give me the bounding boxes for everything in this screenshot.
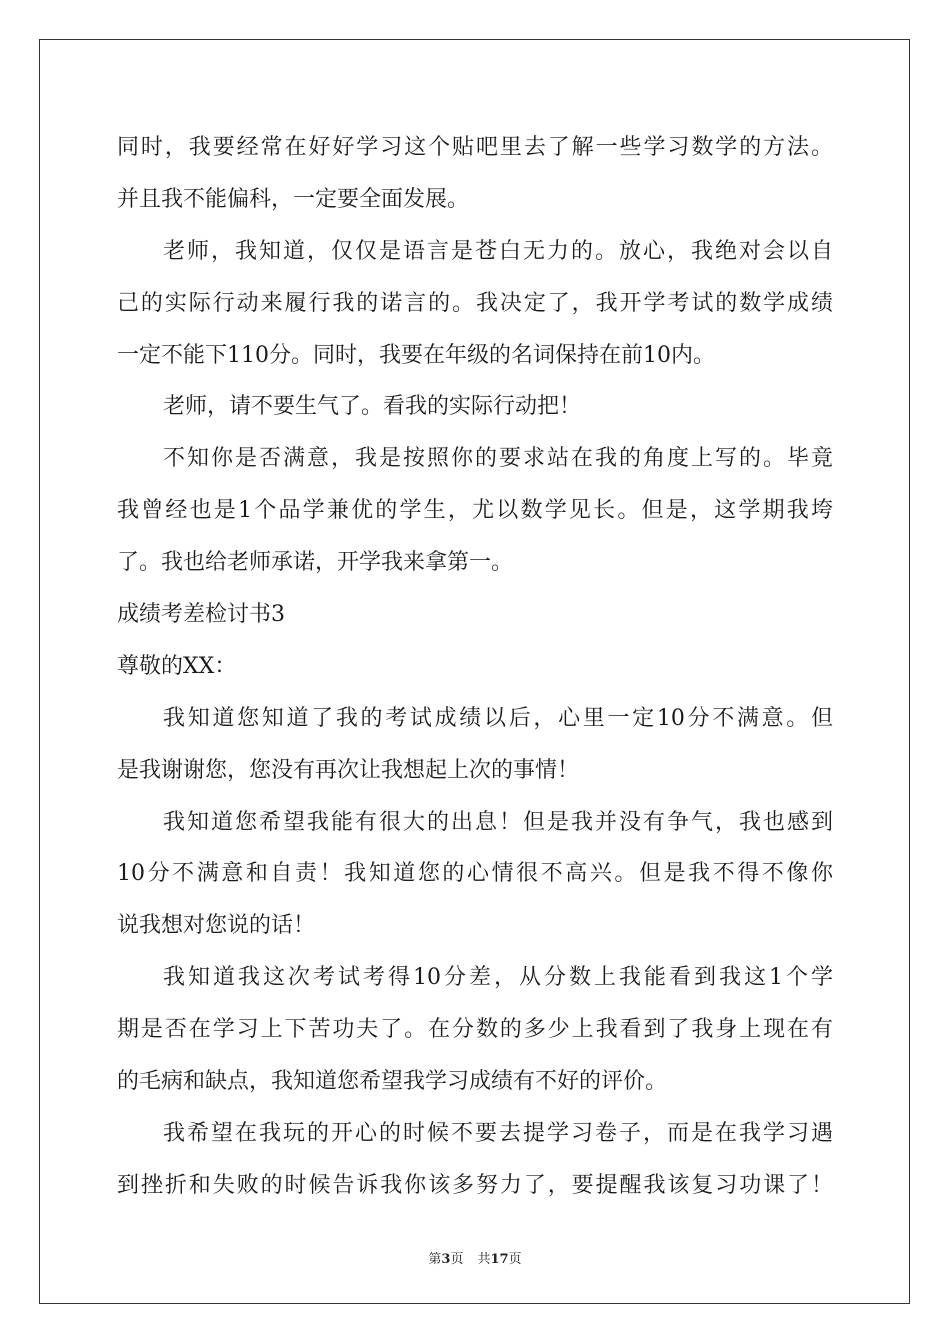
page-suffix: 页 bbox=[450, 1252, 464, 1267]
document-body bbox=[117, 126, 833, 1216]
text-line: 期是否在学习上下苦功夫了。在分数的多少上我看到了我身上现在有 bbox=[117, 1017, 833, 1043]
total-pages: 17 bbox=[490, 1252, 509, 1267]
page-number: 3 bbox=[441, 1252, 451, 1267]
text-line: 的毛病和缺点，我知道您希望我学习成绩有不好的评价。 bbox=[117, 1069, 668, 1095]
text-line: 我曾经也是1个品学兼优的学生，尤以数学见长。但是，这学期我垮 bbox=[117, 498, 833, 524]
text-line: 到挫折和失败的时候告诉我你该多努力了，要提醒我该复习功课了！ bbox=[117, 1172, 833, 1198]
page-prefix: 第 bbox=[428, 1252, 442, 1267]
section-heading: 成绩考差检讨书3 bbox=[117, 602, 285, 628]
text-line: 不知你是否满意，我是按照你的要求站在我的角度上写的。毕竟 bbox=[163, 446, 833, 472]
text-line: 我希望在我玩的开心的时候不要去提学习卷子，而是在我学习遇 bbox=[163, 1120, 833, 1146]
text-line: 同时，我要经常在好好学习这个贴吧里去了解一些学习数学的方法。 bbox=[117, 135, 833, 160]
text-line: 一定不能下110分。同时，我要在年级的名词保持在前10内。 bbox=[117, 342, 715, 368]
text-line: 了。我也给老师承诺，开学我来拿第一。 bbox=[117, 550, 514, 576]
total-prefix: 共 bbox=[477, 1252, 491, 1267]
text-line: 并且我不能偏科，一定要全面发展。 bbox=[117, 186, 470, 212]
page-footer bbox=[0, 1248, 950, 1267]
text-line: 我知道您知道了我的考试成绩以后，心里一定10分不满意。但 bbox=[163, 705, 833, 731]
text-line: 己的实际行动来履行我的诺言的。我决定了，我开学考试的数学成绩 bbox=[117, 290, 833, 316]
salutation: 尊敬的XX： bbox=[117, 653, 237, 679]
text-line: 我知道我这次考试考得10分差，从分数上我能看到我这1个学 bbox=[163, 965, 833, 991]
text-line: 说我想对您说的话！ bbox=[117, 913, 316, 939]
text-line: 我知道您希望我能有很大的出息！但是我并没有争气，我也感到 bbox=[163, 809, 833, 835]
text-line: 10分不满意和自责！我知道您的心情很不高兴。但是我不得不像你 bbox=[117, 861, 833, 887]
text-line: 老师，我知道，仅仅是语言是苍白无力的。放心，我绝对会以自 bbox=[163, 238, 833, 264]
text-line: 是我谢谢您，您没有再次让我想起上次的事情！ bbox=[117, 757, 580, 783]
text-line: 老师，请不要生气了。看我的实际行动把！ bbox=[163, 394, 582, 420]
total-suffix: 页 bbox=[508, 1252, 522, 1267]
